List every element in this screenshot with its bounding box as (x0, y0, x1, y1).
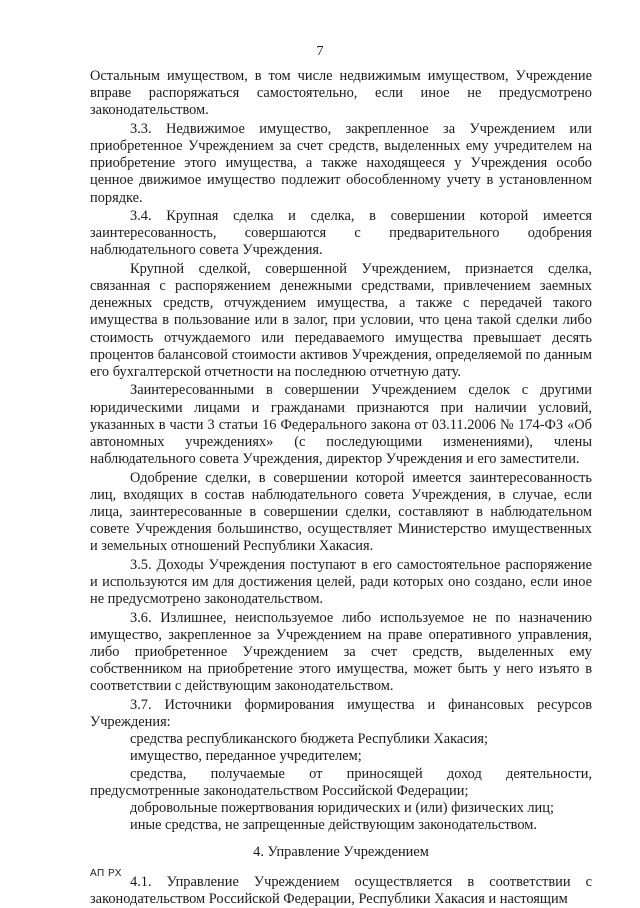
paragraph-3-3: 3.3. Недвижимое имущество, закрепленное за Учреждением или приобретенное Учреждением за счет средств, выделенных ему учредителем на приобретение этого имущества, а также находящееся у Учреждения особо ценное движимое имущество подлежит обособленному учету в установленном порядке. (90, 120, 592, 206)
document-body (90, 68, 592, 908)
paragraph-3-4: 3.4. Крупная сделка и сделка, в совершении которой имеется заинтересованность, совершаются с предварительного одобрения наблюдательного совета Учреждения. (90, 208, 592, 259)
list-item: средства, получаемые от приносящей доход деятельности, предусмотренные законодательством Российской Федерации; (90, 765, 592, 799)
list-item: иные средства, не запрещенные действующим законодательством. (130, 817, 537, 834)
paragraph-continuation: Остальным имуществом, в том числе недвижимым имуществом, Учреждение вправе распоряжаться самостоятельно, если иное не предусмотрено законодательством. (90, 68, 592, 119)
page-number: 7 (316, 44, 324, 59)
list-item: добровольные пожертвования юридических и (или) физических лиц; (130, 800, 554, 817)
paragraph-4-1: 4.1. Управление Учреждением осуществляется в соответствии с законодательством Российской Федерации, Республики Хакасия и настоящим (90, 873, 592, 907)
list-item: средства республиканского бюджета Республики Хакасия; (130, 731, 488, 748)
footer-mark: АП РХ (90, 868, 122, 879)
paragraph-3-5: 3.5. Доходы Учреждения поступают в его самостоятельное распоряжение и используются им для достижения целей, ради которых оно создано, если иное не предусмотрено законодательством. (90, 556, 592, 608)
paragraph-interested-parties: Заинтересованными в совершении Учреждением сделок с другими юридическими лицами и гражданами признаются при наличии условий, указанных в части 3 статьи 16 Федерального закона от 03.11.2006 № 174-ФЗ «Об автономных учреждениях» (с последующими изменениями), члены наблюдательного совета Учреждения, директор Учреждения и его заместители. (90, 382, 592, 468)
section-heading: 4. Управление Учреждением (253, 844, 429, 861)
paragraph-deal-approval: Одобрение сделки, в совершении которой имеется заинтересованность лиц, входящих в состав наблюдательного совета Учреждения, в случае, если лица, заинтересованные в совершении сделки, составляют в наблюдательном совете Учреждения большинство, осуществляет Министерство имущественных и земельных отношений Республики Хакасия. (90, 469, 592, 555)
paragraph-major-deal: Крупной сделкой, совершенной Учреждением, признается сделка, связанная с распоряжением денежными средствами, привлечением заемных денежных средств, отчуждением имущества, а также с передачей такого имущества в пользование или в залог, при условии, что цена такой сделки либо стоимость отчуждаемого или передаваемого имущества превышает десять процентов балансовой стоимости активов Учреждения, определяемой по данным его бухгалтерской отчетности на последнюю отчетную дату. (90, 260, 592, 381)
paragraph-3-6: 3.6. Излишнее, неиспользуемое либо используемое не по назначению имущество, закрепленное за Учреждением на праве оперативного управления, либо приобретенное Учреждением за счет средств, выделенных ему собственником на приобретение этого имущества, может быть у него изъято в соответствии с действующим законодательством. (90, 609, 592, 695)
paragraph-3-7: 3.7. Источники формирования имущества и финансовых ресурсов Учреждения: (90, 696, 592, 731)
list-item: имущество, переданное учредителем; (130, 748, 362, 765)
